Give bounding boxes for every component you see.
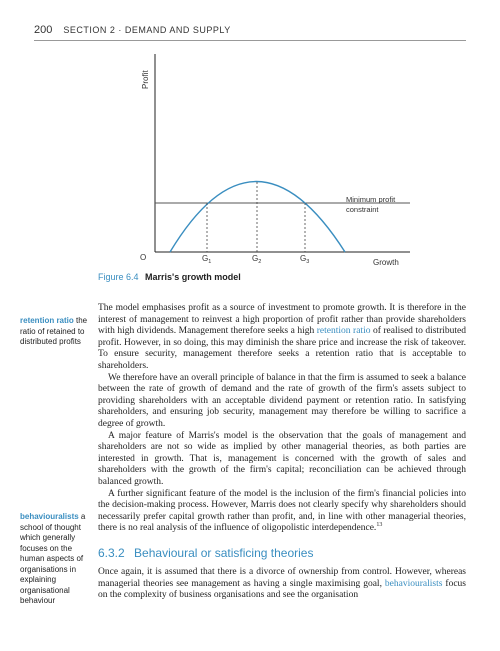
g2-label: $G_2$: [252, 254, 262, 265]
margin-def-line: which generally: [20, 533, 76, 542]
margin-note-retention-ratio: [20, 316, 90, 348]
margin-term: retention ratio: [20, 316, 74, 325]
figure-number: Figure 6.4: [98, 272, 139, 282]
footnote-ref: 13: [376, 522, 383, 529]
running-header: [34, 24, 231, 36]
figure-title: Marris's growth model: [145, 272, 241, 282]
paragraph: A further significant feature of the model is the inclusion of the firm's financial policies into the decision-making process. However, Marris does not clearly specify why shareholders should necessarily prefer capital growth rather than profit, and, in line with other managerial theories, there is no real analysis of the influence of oligopolistic interdependence.$^{13}$: [98, 488, 466, 534]
margin-def-line: human aspects of: [20, 554, 84, 563]
paragraph: A major feature of Marris's model is the observation that the goals of management and shareholders are not so wide as implied by other managerial theories, as both parties are interested in growth. That is, management is concerned with the growth of sales and shareholders with the growth of the firm's capital; reconciliation can be achieved through balanced growth.: [98, 430, 466, 487]
margin-def-line: school of thought: [20, 522, 81, 532]
header-rule: [34, 40, 466, 41]
paragraph: Once again, it is assumed that there is a divorce of ownership from control. However, whereas managerial theories see management as having a single maximising goal, behaviouralists focus on the complexity of business organisations and see the organisation: [98, 567, 466, 601]
growth-model-figure: [130, 44, 420, 270]
keyword-retention-ratio: retention ratio: [316, 326, 371, 337]
running-title: SECTION 2 · DEMAND AND SUPPLY: [63, 25, 231, 35]
margin-def-line: the: [73, 316, 88, 325]
section-heading: [98, 546, 313, 560]
keyword-behaviouralists: behaviouralists: [384, 578, 443, 589]
margin-def-line: ratio of retained to: [20, 326, 85, 336]
g1-label: $G_1$: [202, 254, 212, 265]
margin-def-line: a: [78, 512, 86, 521]
section-number: 6.3.2: [98, 546, 125, 560]
section-title: Behavioural or satisficing theories: [134, 546, 314, 560]
margin-note-behaviouralists: [20, 512, 90, 607]
paragraph: The model emphasises profit as a source of investment to promote growth. It is therefore in the interest of management to reinvest a high proportion of profit rather than provide shareholders with high dividends. Management therefore seeks a high retention ratio of realised to distributed profit. However, in so doing, this may diminish the share price and increase the risk of takeover. To ensure security, management therefore seeks a retention ratio that is acceptable to shareholders.: [98, 303, 466, 371]
margin-def-line: explaining: [20, 575, 57, 584]
margin-def-line: organisational: [20, 585, 70, 595]
margin-def-line: organisations in: [20, 564, 77, 574]
g3-label: $G_3$: [300, 254, 310, 265]
y-axis-label: Profit: [141, 70, 150, 89]
constraint-label-line2: constraint: [346, 205, 379, 214]
margin-def-line: focuses on the: [20, 543, 73, 553]
origin-label: O: [140, 253, 147, 262]
figure-caption: [98, 272, 241, 282]
constraint-label-line1: Minimum profit: [346, 195, 396, 204]
margin-term: behaviouralists: [20, 512, 79, 521]
section-text: [98, 567, 466, 602]
profit-growth-curve: [170, 182, 345, 253]
margin-def-line: distributed profits: [20, 337, 81, 346]
page-number: 200: [34, 24, 53, 36]
margin-def-line: behaviour: [20, 596, 56, 605]
body-text: [98, 303, 466, 535]
x-axis-label: Growth: [373, 258, 399, 267]
paragraph: We therefore have an overall principle of balance in that the firm is assumed to seek a balance between the rate of growth of demand and the rate of growth of the firm's assets subject to providing shareholders with an acceptable dividend payment or retention ratio. In satisfying shareholders, and ensuring job security, management may therefore be willing to sacrifice a degree of growth.: [98, 372, 466, 429]
